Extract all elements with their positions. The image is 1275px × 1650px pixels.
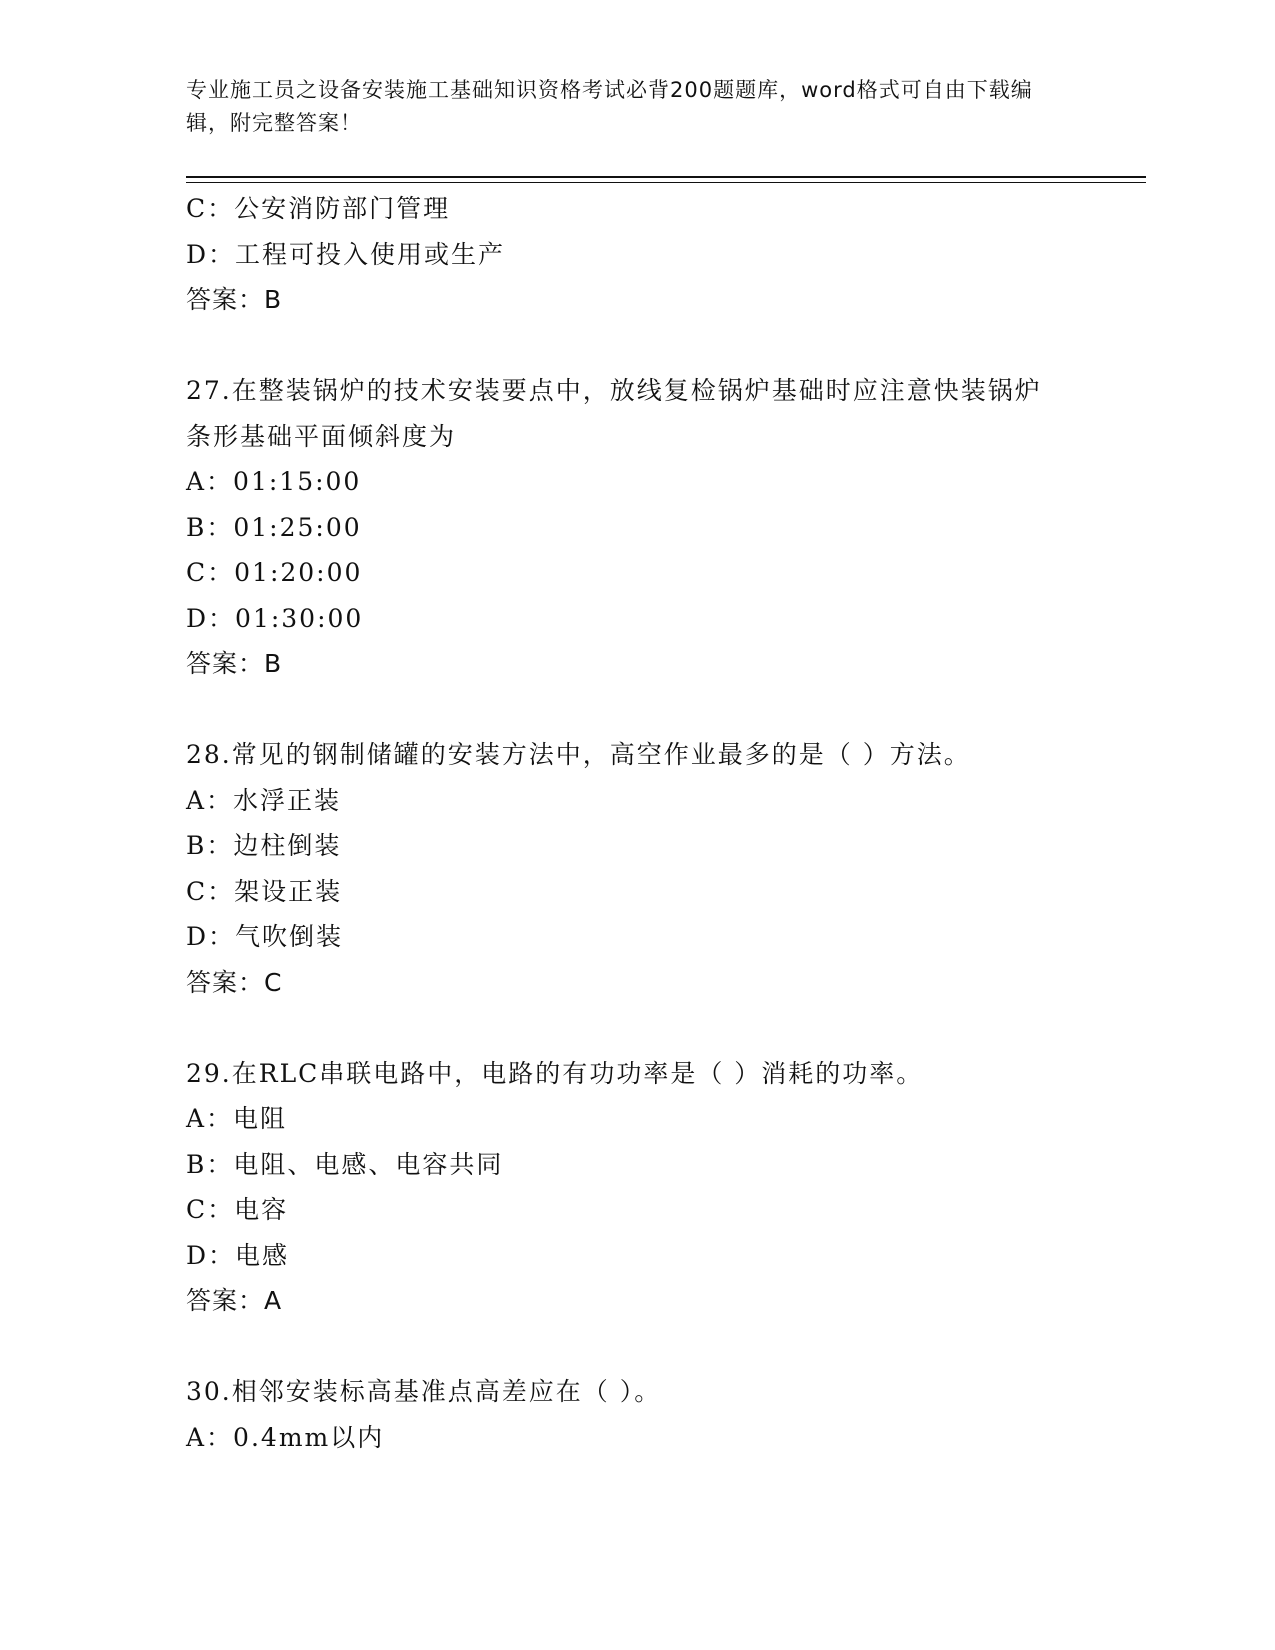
question-block-28 bbox=[186, 732, 1146, 1005]
option-b: B：边柱倒装 bbox=[186, 831, 342, 860]
spacer bbox=[186, 687, 1146, 733]
question-text: 29.在RLC串联电路中，电路的有功功率是（ ）消耗的功率。 bbox=[186, 1058, 924, 1088]
question-block-30 bbox=[186, 1369, 1146, 1460]
answer-line: 答案：A bbox=[186, 1286, 283, 1315]
option-a: A：0.4mm以内 bbox=[186, 1422, 385, 1452]
option-d: D：电感 bbox=[186, 1240, 290, 1270]
question-text: 27.在整装锅炉的技术安装要点中，放线复检锅炉基础时应注意快装锅炉条形基础平面倾斜度为 bbox=[186, 376, 1042, 451]
question-block-27 bbox=[186, 368, 1146, 687]
option-d: D：气吹倒装 bbox=[186, 922, 344, 951]
header-divider-thin bbox=[186, 182, 1146, 183]
option-b: B：电阻、电感、电容共同 bbox=[186, 1149, 504, 1179]
option-c: C：公安消防部门管理 bbox=[186, 194, 451, 223]
question-list bbox=[186, 186, 1146, 1460]
spacer bbox=[186, 1005, 1146, 1051]
option-c: C：架设正装 bbox=[186, 876, 343, 906]
option-a: A：电阻 bbox=[186, 1104, 288, 1133]
question-block-26 bbox=[186, 186, 1146, 323]
question-block-29 bbox=[186, 1051, 1146, 1324]
question-text: 28.常见的钢制储罐的安装方法中，高空作业最多的是（ ）方法。 bbox=[186, 740, 971, 769]
header-divider-thick bbox=[186, 176, 1146, 178]
answer-line: 答案：B bbox=[186, 649, 283, 678]
question-text: 30.相邻安装标高基准点高差应在（ ）。 bbox=[186, 1377, 662, 1406]
answer-line: 答案：B bbox=[186, 285, 283, 314]
option-c: C：电容 bbox=[186, 1195, 289, 1224]
option-d: D：01:30:00 bbox=[186, 603, 364, 633]
answer-line: 答案：C bbox=[186, 967, 283, 997]
option-c: C：01:20:00 bbox=[186, 558, 363, 587]
option-a: A：01:15:00 bbox=[186, 467, 362, 496]
option-d: D：工程可投入使用或生产 bbox=[186, 239, 506, 269]
spacer bbox=[186, 323, 1146, 369]
spacer bbox=[186, 1324, 1146, 1370]
document-header: 专业施工员之设备安装施工基础知识资格考试必背200题题库，word格式可自由下载编辑，附完整答案！ bbox=[186, 78, 1033, 135]
option-a: A：水浮正装 bbox=[186, 785, 342, 815]
option-b: B：01:25:00 bbox=[186, 512, 362, 542]
